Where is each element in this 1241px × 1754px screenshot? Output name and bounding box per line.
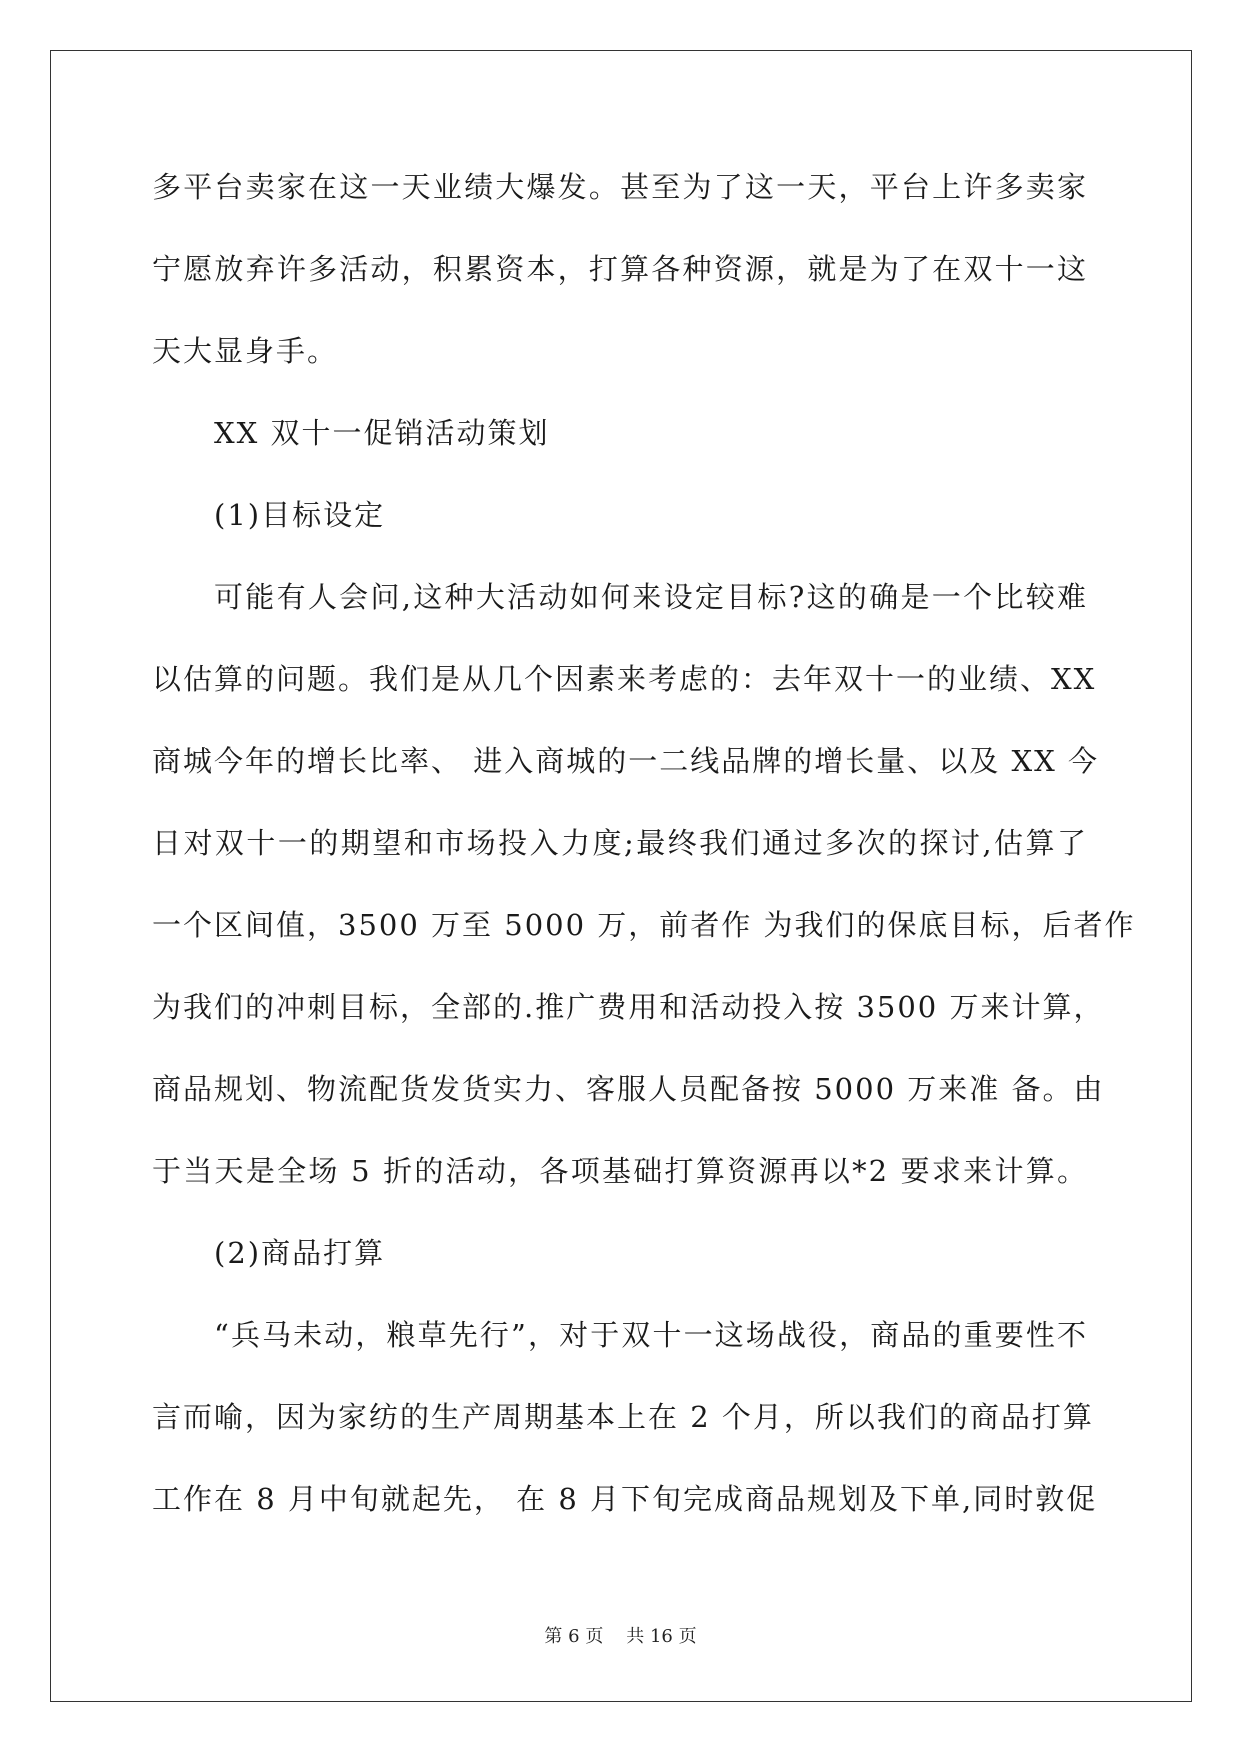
text-line: 一个区间值，3500 万至 5000 万，前者作 为我们的保底目标，后者作 [152,908,1136,942]
text-line: “兵马未动，粮草先行”，对于双十一这场战役，商品的重要性不 [214,1318,1088,1352]
text-line: 为我们的冲刺目标，全部的.推广费用和活动投入按 3500 万来计算， [152,990,1105,1024]
text-line: 以估算的问题。我们是从几个因素来考虑的：去年双十一的业绩、XX [152,662,1097,696]
subsection-heading: (1)目标设定 [214,498,386,532]
text-line: 日对双十一的期望和市场投入力度;最终我们通过多次的探讨,估算了 [152,826,1088,860]
text-line: 天大显身手。 [152,334,339,368]
text-line: 商城今年的增长比率、 进入商城的一二线品牌的增长量、以及 XX 今 [152,744,1099,778]
document-body [152,146,1136,1540]
page-footer [0,1622,1241,1648]
text-line: 工作在 8 月中旬就起先， 在 8 月下旬完成商品规划及下单,同时敦促 [152,1482,1098,1516]
text-line: 于当天是全场 5 折的活动，各项基础打算资源再以*2 要求来计算。 [152,1154,1088,1188]
subsection-heading: (2)商品打算 [214,1236,386,1270]
page-total: 共 16 页 [626,1626,697,1647]
text-line: 言而喻，因为家纺的生产周期基本上在 2 个月，所以我们的商品打算 [152,1400,1094,1434]
section-heading: XX 双十一促销活动策划 [214,416,550,450]
text-line: 可能有人会问,这种大活动如何来设定目标?这的确是一个比较难 [214,580,1088,614]
text-line: 商品规划、物流配货发货实力、客服人员配备按 5000 万来准 备。由 [152,1072,1105,1106]
page-number: 第 6 页 [544,1626,604,1647]
text-line: 宁愿放弃许多活动，积累资本，打算各种资源，就是为了在双十一这 [152,252,1088,286]
text-line: 多平台卖家在这一天业绩大爆发。甚至为了这一天，平台上许多卖家 [152,170,1088,204]
